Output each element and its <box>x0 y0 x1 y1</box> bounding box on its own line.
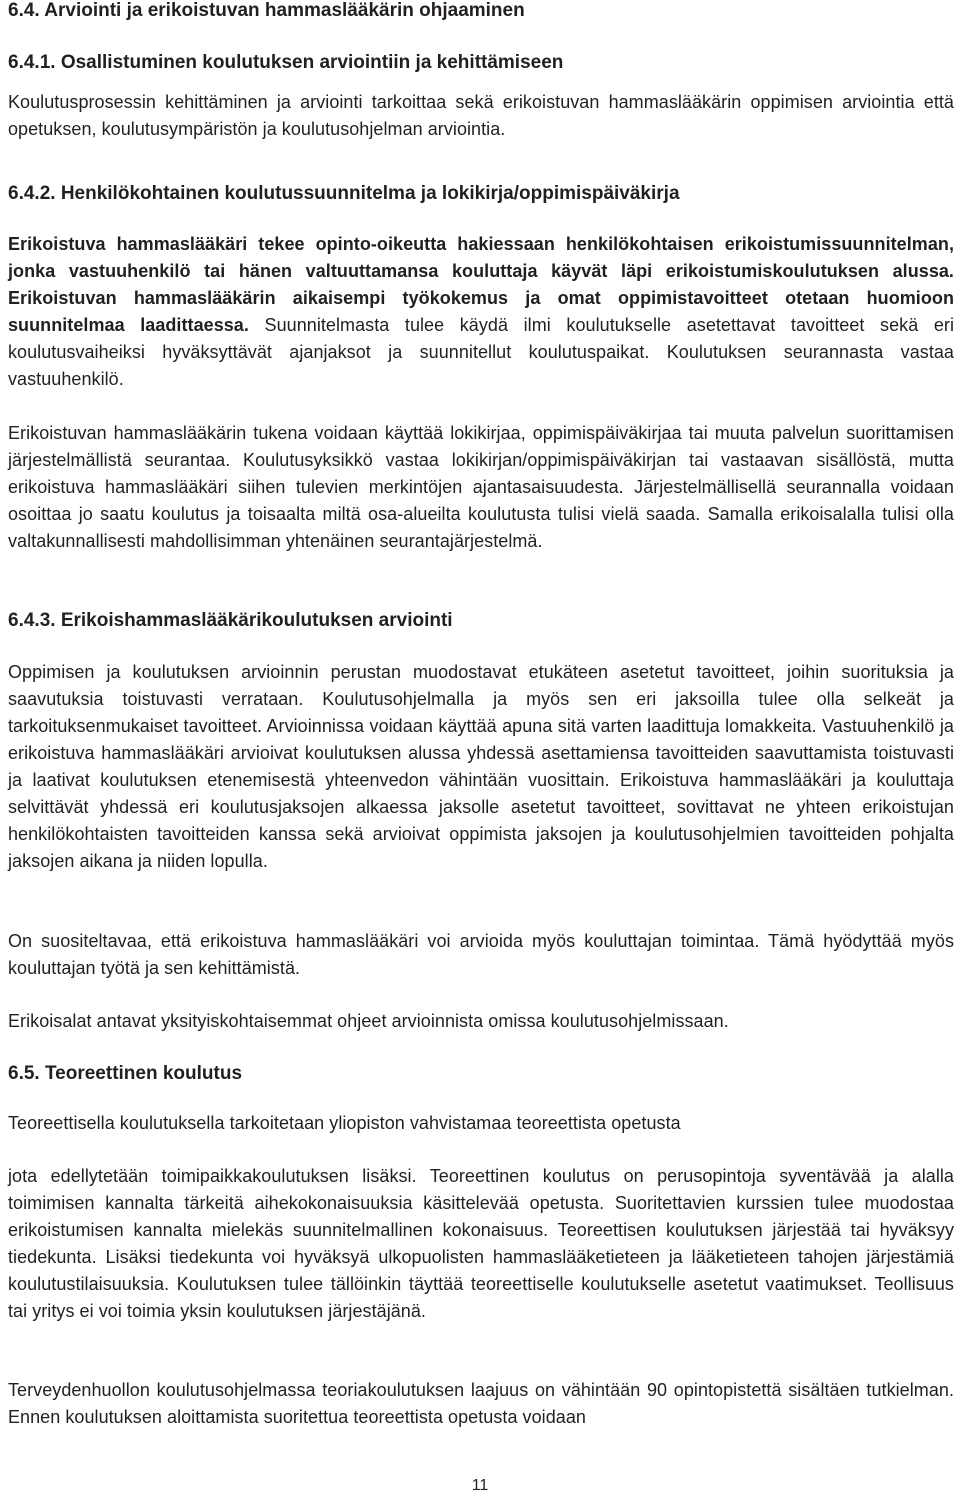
section-heading-6-4-3: 6.4.3. Erikoishammaslääkärikoulutuksen arviointi <box>8 610 453 631</box>
section-heading-6-4-1: 6.4.1. Osallistuminen koulutuksen arviointiin ja kehittämiseen <box>8 52 564 73</box>
section-heading-6-5: 6.5. Teoreettinen koulutus <box>8 1063 243 1084</box>
page-number: 11 <box>471 1477 489 1494</box>
paragraph-6-4-2-a-bold: Erikoistuva hammaslääkäri tekee opinto-oikeutta hakiessaan henkilökohtaisen erikoistumissuunnitelman, jonka vastuuhenkilö tai hänen valtuuttamansa kouluttaja käyvät läpi erikoistumiskoulutuksen alussa. Erikoistuvan hammaslääkärin aikaisempi työkokemus ja omat oppimistavoitteet otetaan huomioon suunnitelmaa laadittaessa. <box>8 234 954 335</box>
paragraph-6-4-3-c: Erikoisalat antavat yksityiskohtaisemmat ohjeet arvioinnista omissa koulutusohjelmissaan. <box>8 1011 729 1031</box>
paragraph-6-5-c: Terveydenhuollon koulutusohjelmassa teoriakoulutuksen laajuus on vähintään 90 opintopistettä sisältäen tutkielman. Ennen koulutuksen aloittamista suoritettua teoreettista opetusta voidaan <box>8 1380 954 1427</box>
paragraph-6-4-3-b: On suositeltavaa, että erikoistuva hammaslääkäri voi arvioida myös kouluttajan toimintaa. Tämä hyödyttää myös kouluttajan työtä ja sen kehittämistä. <box>8 931 954 978</box>
paragraph-6-5-a: Teoreettisella koulutuksella tarkoitetaan yliopiston vahvistamaa teoreettista opetusta <box>8 1113 681 1133</box>
paragraph-6-5-b: jota edellytetään toimipaikkakoulutuksen lisäksi. Teoreettinen koulutus on perusopintoja syventävää ja alalla toimimisen kannalta tärkeitä aihekokonaisuuksia käsittelevää opetusta. Suoritettavien kurssien tulee muodostaa erikoistumisen kannalta mielekäs suunnitelmallinen kokonaisuus. Teoreettisen koulutuksen järjestää tai hyväksyy tiedekunta. Lisäksi tiedekunta voi hyväksyä ulkopuolisten hammaslääketieteen ja lääketieteen tahojen järjestämiä koulutustilaisuuksia. Koulutuksen tulee tällöinkin täyttää teoreettiselle koulutukselle asetetut vaatimukset. Teollisuus tai yritys ei voi toimia yksin koulutuksen järjestäjänä. <box>8 1166 954 1321</box>
paragraph-6-4-2-a <box>8 231 954 393</box>
paragraph-6-4-2-a-rest: Suunnitelmasta tulee käydä ilmi koulutukselle asetettavat tavoitteet sekä eri koulutusvaiheiksi hyväksyttävät ajanjaksot ja suunnitellut koulutuspaikat. Koulutuksen seurannasta vastaa vastuuhenkilö. <box>8 315 955 389</box>
paragraph-6-4-3-a: Oppimisen ja koulutuksen arvioinnin perustan muodostavat etukäteen asetetut tavoitteet, joihin suorituksia ja saavutuksia toistuvasti verrataan. Koulutusohjelmalla ja myös sen eri jaksoilla tulee olla selkeät ja tarkoituksenmukaiset tavoitteet. Arvioinnissa voidaan käyttää apuna sitä varten laadittuja lomakkeita. Vastuuhenkilö ja erikoistuva hammaslääkäri arvioivat koulutuksen alussa yhdessä asettamiensa tavoitteiden saavuttamista toistuvasti ja laativat koulutuksen etenemisestä yhteenvedon vähintään vuosittain. Erikoistuva hammaslääkäri ja kouluttaja selvittävät yhdessä eri koulutusjaksojen alkaessa jaksolle asetetut tavoitteet, sovittavat ne yhteen erikoistujan henkilökohtaisten tavoitteiden kanssa sekä arvioivat oppimista jaksojen ja koulutusohjelmien tavoitteiden pohjalta jaksojen aikana ja niiden lopulla. <box>8 662 954 871</box>
paragraph-6-4-1: Koulutusprosessin kehittäminen ja arviointi tarkoittaa sekä erikoistuvan hammaslääkärin oppimisen arviointia että opetuksen, koulutusympäristön ja koulutusohjelman arviointia. <box>8 92 954 139</box>
paragraph-6-4-2-b: Erikoistuvan hammaslääkärin tukena voidaan käyttää lokikirjaa, oppimispäiväkirjaa tai muuta palvelun suorittamisen järjestelmällistä seurantaa. Koulutusyksikkö vastaa lokikirjan/oppimispäiväkirjan tai vastaavan sisällöstä, mutta erikoistuva hammaslääkäri siihen tulevien merkintöjen ajantasaisuudesta. Järjestelmällisellä seurannalla voidaan osoittaa jo saatu koulutus ja toisaalta miltä osa-alueilta koulutusta tulisi vielä saada. Samalla erikoisalalla tulisi olla valtakunnallisesti mahdollisimman yhtenäinen seurantajärjestelmä. <box>8 423 954 551</box>
section-heading-6-4-2: 6.4.2. Henkilökohtainen koulutussuunnitelma ja lokikirja/oppimispäiväkirja <box>8 183 680 204</box>
section-heading-6-4: 6.4. Arviointi ja erikoistuvan hammaslääkärin ohjaaminen <box>8 0 525 21</box>
